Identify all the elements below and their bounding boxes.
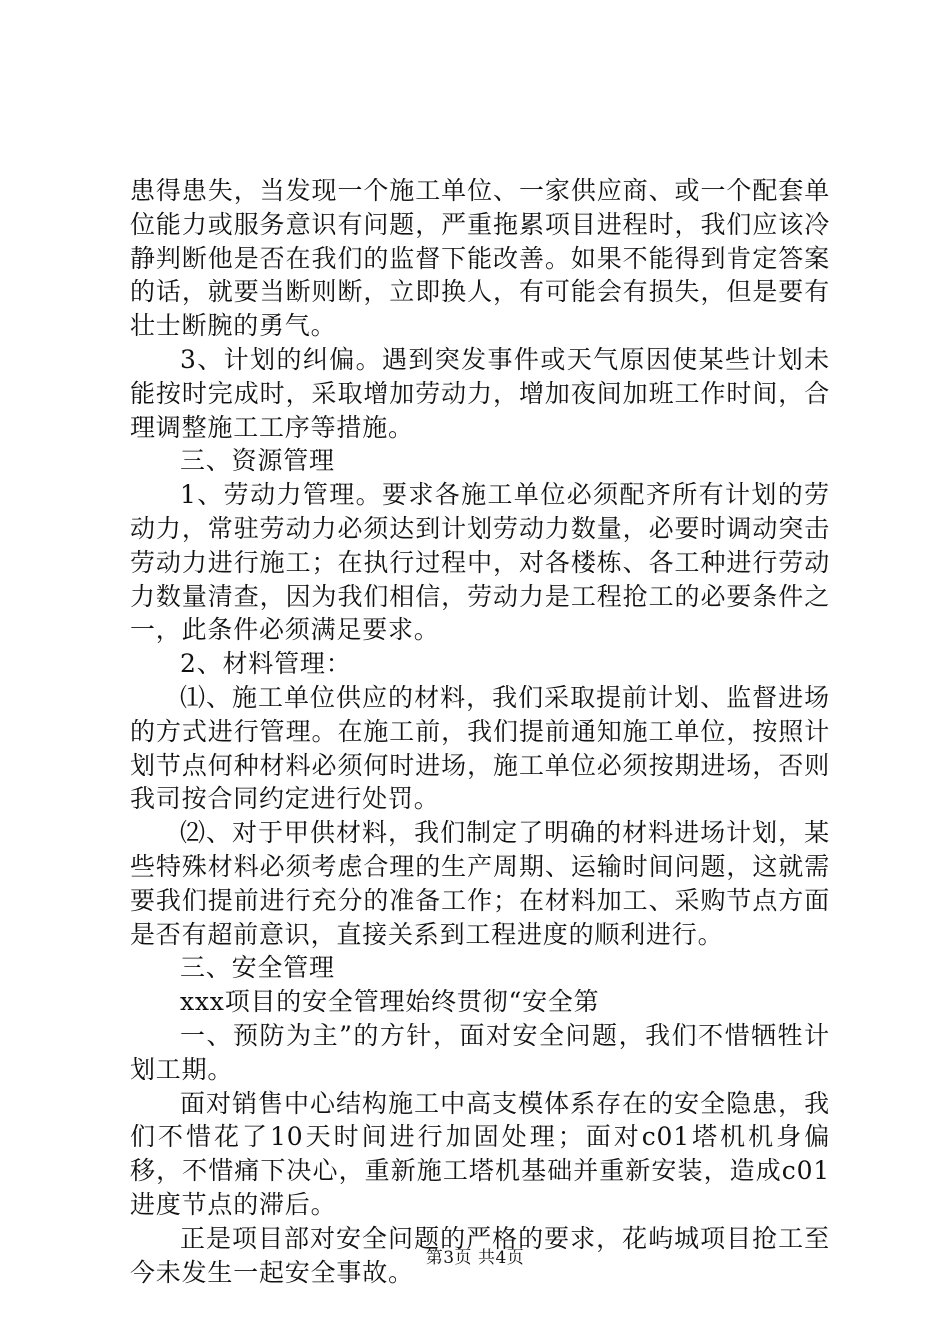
subheading-materials: 2、材料管理： <box>180 649 352 679</box>
paragraph-12: 正是项目部对安全问题的严格的要求，花屿城项目抢工至今未发生一起安全事故。 <box>130 1223 830 1287</box>
section-heading-safety: 三、安全管理 <box>180 953 335 983</box>
paragraph-2: 3、计划的纠偏。遇到突发事件或天气原因使某些计划未能按时完成时，采取增加劳动力，增加夜间加班工作时间，合理调整施工工序等措施。 <box>130 344 830 442</box>
page-footer: 第3页 共4页 <box>425 1248 525 1268</box>
paragraph-4: 1、劳动力管理。要求各施工单位必须配齐所有计划的劳动力，常驻劳动力必须达到计划劳动力数量，必要时调动突击劳动力进行施工；在执行过程中，对各楼栋、各工种进行劳动力数量清查，因为我们相信，劳动力是工程抢工的必要条件之一，此条件必须满足要求。 <box>130 480 830 645</box>
paragraph-11: 面对销售中心结构施工中高支模体系存在的安全隐患，我们不惜花了10天时间进行加固处理；面对c01塔机机身偏移，不惜痛下决心，重新施工塔机基础并重新安装，造成c01进度节点的滞后。 <box>130 1088 830 1219</box>
paragraph-10: 一、预防为主”的方针，面对安全问题，我们不惜牺牲计划工期。 <box>130 1020 830 1084</box>
paragraph-6: ⑴、施工单位供应的材料，我们采取提前计划、监督进场的方式进行管理。在施工前，我们提前通知施工单位，按照计划节点何种材料必须何时进场，施工单位必须按期进场，否则我司按合同约定进行处罚。 <box>130 682 830 814</box>
section-heading-resources: 三、资源管理 <box>180 446 335 476</box>
paragraph-7: ⑵、对于甲供材料，我们制定了明确的材料进场计划，某些特殊材料必须考虑合理的生产周期、运输时间问题，这就需要我们提前进行充分的准备工作；在材料加工、采购节点方面是否有超前意识，直接关系到工程进度的顺利进行。 <box>130 818 830 949</box>
paragraph-9: xxx项目的安全管理始终贯彻“安全第 <box>180 987 600 1017</box>
document-body <box>130 174 830 1289</box>
paragraph-1: 患得患失，当发现一个施工单位、一家供应商、或一个配套单位能力或服务意识有问题，严重拖累项目进程时，我们应该冷静判断他是否在我们的监督下能改善。如果不能得到肯定答案的话，就要当断则断，立即换人，有可能会有损失，但是要有壮士断腕的勇气。 <box>130 176 830 341</box>
